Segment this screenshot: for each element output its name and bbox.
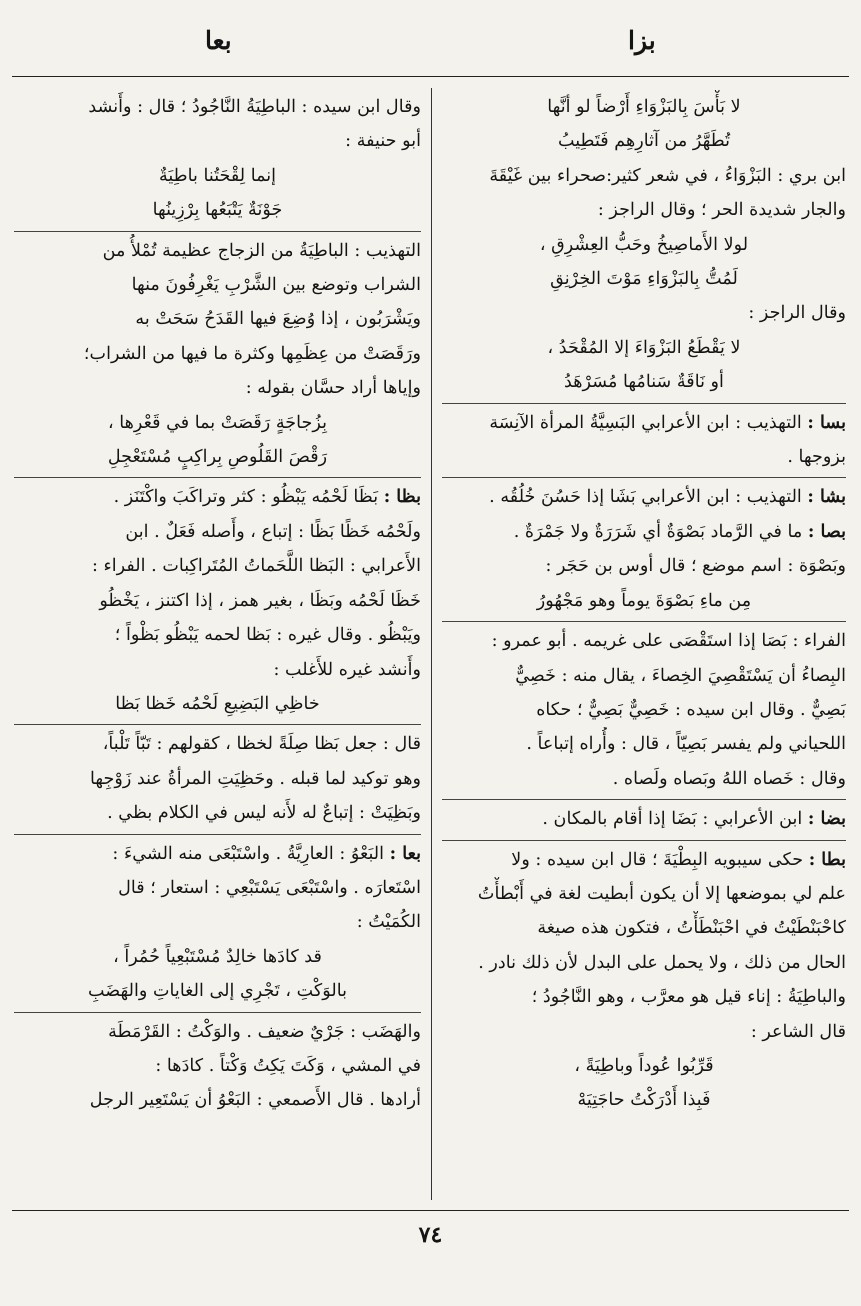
text-line — [442, 624, 846, 658]
line-text: الكُمَيْتُ : — [356, 912, 421, 933]
verse-line — [442, 331, 846, 365]
line-text: الفراء : بَصَا إذا استَقْصَى على غريمه . أبو عمرو : — [491, 631, 846, 652]
entry-separator — [442, 621, 846, 622]
text-line — [14, 302, 421, 336]
entry-separator — [442, 840, 846, 841]
entry-headword: بشا : — [807, 486, 846, 508]
line-text: وبَصْوَة : اسم موضع ؛ قال أوس بن حَجَر : — [545, 556, 846, 577]
text-line — [14, 1083, 421, 1117]
line-text: وقال الراجز : — [748, 303, 846, 324]
column-divider — [431, 88, 432, 1200]
verse-line — [14, 974, 421, 1008]
line-text: قال الشاعر : — [750, 1021, 846, 1042]
line-text: لا بَأْسَ بِالبَزْوَاءِ أَرْضاً لو أنَّها — [547, 97, 741, 117]
text-line — [14, 515, 421, 549]
line-text: قَرِّبُوا عُوداً وباطِيَةً ، — [574, 1055, 714, 1076]
line-text: تُطَهَّرُ من آثارِهِم فَتَطِيبُ — [557, 131, 731, 152]
text-line — [14, 762, 421, 796]
entry-separator — [14, 231, 421, 232]
text-line — [14, 1049, 421, 1083]
verse-line — [442, 124, 846, 158]
text-line — [442, 659, 846, 693]
line-text: ابن الأعرابي : بَضَا إذا أقام بالمكان . — [542, 809, 803, 830]
text-line — [14, 871, 421, 905]
entry-headword: بطا : — [808, 848, 846, 870]
line-text: الأَعرابي : البَظا اللَّحَماتُ المُتَراكِبات . الفراء : — [92, 556, 421, 577]
entry-separator — [442, 477, 846, 478]
text-line — [442, 406, 846, 440]
verse-line — [14, 159, 421, 193]
text-line — [442, 693, 846, 727]
line-text: وبَظِيَتْ : إتباعٌ له لأَنه ليس في الكلام بظي . — [107, 803, 421, 824]
text-line — [14, 90, 421, 124]
entry-separator — [14, 834, 421, 835]
line-text: جَوْنَةٌ يَتْبَعُها بِرْزِينُها — [152, 200, 283, 221]
line-text: والجار شديدة الحر ؛ وقال الراجز : — [597, 200, 846, 221]
verse-line — [442, 1049, 846, 1083]
line-text: ويَبْظُو . وقال غيره : بَظا لحمه يَبْظُو بَظْواً ؛ — [114, 625, 421, 646]
line-text: أرادها . قال الأَصمعي : البَعْوُ أن يَسْتَعِير الرجل — [89, 1090, 421, 1111]
line-text: قد كادَها خالِدٌ مُسْتَبْعِياً حُمُراً ، — [113, 946, 322, 967]
line-text: خاظِي البَضِيعِ لَحْمُه خَظا بَظا — [115, 693, 320, 714]
entry-headword: بسا : — [807, 411, 846, 433]
line-text: ولَحْمُه خَظًا بَظًا : إتباع ، وأَصله فَعَلٌ . ابن — [125, 521, 421, 542]
line-text: وإياها أراد حسَّان بقوله : — [245, 378, 421, 399]
text-line — [14, 618, 421, 652]
entry-separator — [442, 799, 846, 800]
text-line — [442, 480, 846, 514]
entry-headword: بعا : — [389, 842, 421, 864]
verse-line — [14, 940, 421, 974]
text-line — [442, 1015, 846, 1049]
entry-separator — [14, 1012, 421, 1013]
top-rule — [12, 76, 849, 77]
text-line — [14, 371, 421, 405]
line-text: بالوَكْتِ ، تَجْرِي إلى الغاياتِ والهَضَبِ — [88, 981, 347, 1002]
verse-line — [14, 193, 421, 227]
text-line — [14, 480, 421, 514]
text-line — [14, 796, 421, 830]
text-line — [14, 1015, 421, 1049]
text-line — [14, 268, 421, 302]
left-column — [14, 90, 421, 1202]
text-line — [14, 337, 421, 371]
line-text: بِزُجاجَةٍ رَقَصَتْ بما في قَعْرِها ، — [108, 412, 327, 433]
line-text: ما في الرَّماد بَصْوَةٌ أي شَرَرَةٌ ولا جَمْرَةٌ . — [513, 521, 803, 542]
header-right-title: بزا — [628, 26, 656, 55]
text-line — [14, 653, 421, 687]
verse-line — [14, 440, 421, 474]
text-line — [442, 980, 846, 1014]
text-line — [442, 440, 846, 474]
line-text: حكى سيبويه البِطْيَةَ ؛ قال ابن سيده : ولا — [511, 849, 804, 870]
page-number: ٧٤ — [418, 1222, 443, 1248]
verse-line — [442, 365, 846, 399]
line-text: وقال : خَصاه اللهُ وبَصاه ولَصاه . — [612, 768, 846, 789]
text-line — [442, 296, 846, 330]
line-text: ويَشْرَبُون ، إذا وُضِعَ فيها القَدَحُ سَحَتْ به — [135, 309, 421, 330]
text-line — [14, 584, 421, 618]
line-text: قال : جعل بَظا صِلَةً لخظا ، كقولهم : تَبّاً تَلْباً، — [102, 734, 421, 755]
entry-separator — [14, 477, 421, 478]
text-line — [14, 234, 421, 268]
entry-separator — [14, 724, 421, 725]
line-text: البِصاءُ أن يَسْتَقْصِيَ الخِصاءَ ، يقال منه : خَصِيٌّ — [515, 665, 846, 686]
text-line — [442, 843, 846, 877]
text-line — [442, 727, 846, 761]
text-line — [14, 549, 421, 583]
line-text: التهذيب : ابن الأعرابي بَشَا إذا حَسُنَ خُلُقُه . — [489, 487, 802, 508]
line-text: ابن بري : البَزْوَاءُ ، في شعر كثير:صحراء بين غَيْقَةَ — [489, 165, 846, 186]
line-text: وأَنشد غيره للأَغلب : — [273, 659, 421, 680]
line-text: والباطِيَةُ : إناء قيل هو معرَّب ، وهو النَّاجُودُ ؛ — [531, 987, 846, 1008]
line-text: وقال ابن سيده : الباطِيَةُ النَّاجُودُ ؛ قال : وأَنشد — [88, 97, 421, 117]
line-text: بَصِيٌّ . وقال ابن سيده : خَصِيٌّ بَصِيٌّ ؛ حكاه — [536, 699, 846, 720]
verse-line — [442, 90, 846, 124]
text-line — [442, 193, 846, 227]
line-text: كاحْبَنْطَيْتُ في احْبَنْطَأْتُ ، فتكون هذه صيغة — [537, 918, 846, 939]
line-text: بَظَا لَحْمُه يَبْظُو : كثر وتراكَبَ واكْتَنَز . — [113, 487, 379, 508]
line-text: فَبِذا أَدْرَكْتُ حاجَتِيَهْ — [577, 1090, 711, 1111]
text-line — [442, 877, 846, 911]
text-line — [442, 802, 846, 836]
line-text: في المشي ، وَكَتَ يَكِتُ وَكْتاً . كادَها : — [155, 1055, 421, 1076]
text-line — [442, 515, 846, 549]
line-text: لا يَقْطَعُ البَزْوَاءَ إلا المُقْحَدُ ، — [547, 337, 741, 358]
bottom-rule — [12, 1210, 849, 1211]
verse-line — [442, 228, 846, 262]
entry-separator — [442, 403, 846, 404]
line-text: التهذيب : ابن الأعرابي البَسِيَّةُ المرأة الآنِسَة — [489, 412, 802, 433]
line-text: التهذيب : الباطِيَةُ من الزجاج عظيمة تُمْلأُ من — [102, 240, 421, 261]
line-text: والهَضَب : جَرْيٌ ضعيف . والوَكْتُ : القَرْمَطَة — [108, 1021, 421, 1042]
text-line — [442, 549, 846, 583]
line-text: أبو حنيفة : — [345, 131, 421, 152]
entry-headword: بظا : — [383, 486, 421, 508]
text-line — [14, 905, 421, 939]
verse-line — [442, 262, 846, 296]
line-text: لولا الأَماصِيخُ وحَبُّ العِشْرِقِ ، — [539, 234, 749, 255]
text-line — [442, 159, 846, 193]
line-text: علم لي بموضعها إلا أن يكون أبطيت لغة في أَبْطأْتُ — [477, 883, 846, 904]
line-text: اللحياني ولم يفسر بَصِيّاً ، قال : وأُراه إتباعاً . — [526, 734, 846, 755]
text-line — [14, 124, 421, 158]
line-text: رَقْصَ القَلُوصِ بِراكِبٍ مُسْتَعْجِلِ — [107, 447, 328, 468]
line-text: اسْتَعارَه . واسْتَبْعَى يَسْتَبْعِي : استعار ؛ قال — [118, 877, 421, 898]
verse-line — [442, 1083, 846, 1117]
line-text: أو نَاقَةٌ سَنامُها مُسَرْهَدُ — [564, 372, 724, 393]
line-text: مِن ماءِ بَصْوَةَ يوماً وهو مَجْهُورُ — [536, 590, 752, 611]
right-column — [442, 90, 846, 1202]
header-left-title: بعا — [205, 26, 232, 55]
line-text: الشراب وتوضع بين الشَّرْبِ يَغْرِفُونَ منها — [131, 275, 421, 296]
text-line — [14, 837, 421, 871]
line-text: وهو توكيد لما قبله . وحَظِيَتِ المرأةُ عند زَوْجِها — [90, 768, 421, 789]
line-text: الحال من ذلك ، ولا يحمل على البدل لأن ذلك نادر . — [478, 952, 846, 973]
line-text: خَظَا لَحْمُه وبَظَا ، بغير همز ، إذا اكتنز ، يَخْظُو — [99, 590, 421, 611]
line-text: بزوجها . — [787, 447, 846, 468]
verse-line — [14, 687, 421, 721]
text-line — [442, 946, 846, 980]
entry-headword: بصا : — [807, 520, 846, 542]
text-line — [442, 762, 846, 796]
text-line — [442, 911, 846, 945]
line-text: لَمُتُّ بِالبَزْوَاءِ مَوْتَ الخِرْنِقِ — [550, 269, 738, 290]
line-text: ورَقَصَتْ من عِظَمِها وكثرة ما فيها من الشراب؛ — [83, 343, 421, 364]
entry-headword: بضا : — [807, 808, 846, 830]
verse-line — [442, 584, 846, 618]
line-text: إنما لِقْحَتُنا باطِيَةٌ — [158, 165, 277, 186]
line-text: البَعْوُ : العارِيَّةُ . واسْتَبْعَى منه الشيءَ : — [112, 843, 385, 864]
text-line — [14, 727, 421, 761]
verse-line — [14, 406, 421, 440]
